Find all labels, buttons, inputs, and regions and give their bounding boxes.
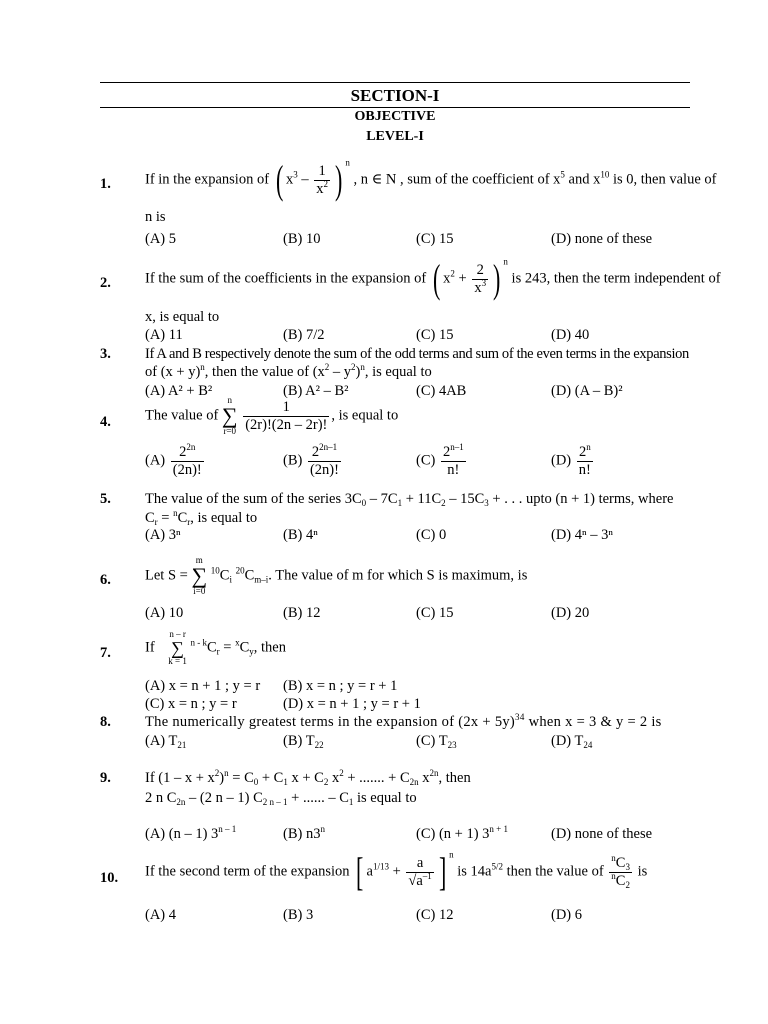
option-a[interactable]: (A) 3ⁿ bbox=[145, 527, 181, 543]
section-title: SECTION-I bbox=[350, 86, 440, 105]
question-text: If A and B respectively denote the sum of the odd terms and sum of the even terms in the expansion bbox=[145, 346, 689, 362]
option-c[interactable]: (C) 4AB bbox=[416, 383, 467, 399]
option-b[interactable]: (B) 4ⁿ bbox=[283, 527, 318, 543]
option-d[interactable]: (D) (A – B)² bbox=[551, 383, 623, 399]
option-c[interactable]: (C) 0 bbox=[416, 527, 447, 543]
level-title: LEVEL-I bbox=[366, 129, 424, 144]
option-b[interactable]: (B) 7/2 bbox=[283, 327, 325, 343]
option-c[interactable]: (C) 12 bbox=[416, 907, 454, 923]
question-text: If $(1 - x + x^2)^n = C_0 + C_1$ $x + C_2$ $x^2$ + ....... + $C_{2n}$ $x^{2n}$, then bbox=[145, 768, 471, 787]
option-c[interactable]: (C) 15 bbox=[416, 231, 454, 247]
option-d[interactable]: (D) 40 bbox=[551, 327, 590, 343]
option-b[interactable]: (B) 3 bbox=[283, 907, 314, 923]
option-d[interactable]: (D) none of these bbox=[551, 231, 653, 247]
question-text: If the sum of the coefficients in the expansion of ( $x^2$ + $\frac{2}{x^3}$ ) $^n$ is 243, then the term independent of bbox=[145, 256, 721, 301]
option-a[interactable]: (A) 4 bbox=[145, 907, 177, 923]
option-d[interactable]: (D) none of these bbox=[551, 826, 653, 842]
option-d[interactable]: (D) 20 bbox=[551, 605, 590, 621]
question-number: 8. bbox=[100, 714, 111, 730]
option-d[interactable]: (D) x = n + 1 ; y = r + 1 bbox=[283, 696, 421, 712]
question-number: 5. bbox=[100, 491, 111, 507]
option-c[interactable]: (C) x = n ; y = r bbox=[145, 696, 237, 712]
question-text: If n – r ∑ k = 1 $^{n - k}C_r = ^xC_y$, then bbox=[145, 629, 286, 666]
option-b[interactable]: (B) x = n ; y = r + 1 bbox=[283, 678, 398, 694]
option-a[interactable]: (A) (n – 1) 3$^{n - 1}$ bbox=[145, 824, 237, 842]
option-c[interactable]: (C) $T_{23}$ bbox=[416, 733, 457, 750]
option-d[interactable]: (D) $\frac{2^n}{n!}$ bbox=[551, 442, 591, 478]
summation-symbol: n – r ∑ k = 1 bbox=[168, 629, 187, 666]
option-b[interactable]: (B) $T_{22}$ bbox=[283, 733, 324, 750]
question-text-line2: 2 n $C_{2n} - (2$ n – 1) $C_{2 n - 1}$ + ...... – $C_1$ is equal to bbox=[145, 790, 417, 807]
objective-title: OBJECTIVE bbox=[354, 109, 436, 124]
option-a[interactable]: (A) 10 bbox=[145, 605, 184, 621]
question-text: If in the expansion of ( $x^3$ – $\frac{1}{x^2}$ ) $^n$ , n ∈ N , sum of the coefficient of $x^5$ and $x^{10}$ is 0, then value of bbox=[145, 157, 717, 202]
question-number: 1. bbox=[100, 176, 111, 192]
question-text-line2: $C_r = ^nC_r$, is equal to bbox=[145, 508, 258, 527]
option-a[interactable]: (A) 11 bbox=[145, 327, 183, 343]
question-number: 6. bbox=[100, 572, 111, 588]
question-number: 10. bbox=[100, 870, 119, 886]
option-b[interactable]: (B) n3$^n$ bbox=[283, 824, 325, 842]
option-b[interactable]: (B) $\frac{2^{2n-1}}{(2n)!}$ bbox=[283, 442, 339, 478]
option-c[interactable]: (C) $\frac{2^{n-1}}{n!}$ bbox=[416, 442, 464, 478]
section-rule bbox=[100, 107, 690, 108]
question-number: 3. bbox=[100, 346, 111, 362]
question-number: 7. bbox=[100, 645, 111, 661]
question-text: If the second term of the expansion [ $a^{1/13}$ + $\frac{a}{√a^{-1}}$ ] $^n$ is $14a^{5/2}$ then the value of $\frac{^nC_3}{^nC_2}$ is bbox=[145, 849, 648, 894]
option-c[interactable]: (C) 15 bbox=[416, 605, 454, 621]
option-d[interactable]: (D) 6 bbox=[551, 907, 583, 923]
option-b[interactable]: (B) A² – B² bbox=[283, 383, 349, 399]
option-c[interactable]: (C) 15 bbox=[416, 327, 454, 343]
option-a[interactable]: (A) A² + B² bbox=[145, 383, 213, 399]
question-text: The numerically greatest terms in the expansion of $(2x + 5y)^{34}$ when x = 3 & y = 2 is bbox=[145, 712, 662, 730]
question-text-line2: x, is equal to bbox=[145, 309, 220, 325]
question-text-line2: n is bbox=[145, 209, 166, 225]
option-a[interactable]: (A) 5 bbox=[145, 231, 177, 247]
top-rule bbox=[100, 82, 690, 83]
question-number: 9. bbox=[100, 770, 111, 786]
option-d[interactable]: (D) $T_{24}$ bbox=[551, 733, 593, 750]
summation-symbol: n ∑ r=0 bbox=[221, 395, 238, 436]
option-b[interactable]: (B) 10 bbox=[283, 231, 321, 247]
option-b[interactable]: (B) 12 bbox=[283, 605, 321, 621]
question-text: The value of the sum of the series $3C_0 - 7C_1 + 11C_2 - 15C_3$ + . . . upto (n + 1) terms, where bbox=[145, 491, 674, 508]
option-c[interactable]: (C) (n + 1) $3^{n + 1}$ bbox=[416, 824, 508, 842]
question-text-line2: of $(x + y)^n$, then the value of $(x^2 - y^2)^n$, is equal to bbox=[145, 362, 432, 380]
question-text: Let S = m ∑ i=0 $^{10}C_i$ $^{20}C_{m-i}$. The value of m for which S is maximum, is bbox=[145, 555, 528, 596]
question-number: 4. bbox=[100, 414, 111, 430]
option-d[interactable]: (D) 4ⁿ – 3ⁿ bbox=[551, 527, 613, 543]
question-text: The value of n ∑ r=0 $\frac{1}{(2r)!(2n - 2r)!}$ , is equal to bbox=[145, 395, 399, 436]
summation-symbol: m ∑ i=0 bbox=[191, 555, 208, 596]
option-a[interactable]: (A) $T_{21}$ bbox=[145, 733, 187, 750]
option-a[interactable]: (A) $\frac{2^{2n}}{(2n)!}$ bbox=[145, 442, 202, 478]
option-a[interactable]: (A) x = n + 1 ; y = r bbox=[145, 678, 261, 694]
question-number: 2. bbox=[100, 275, 111, 291]
